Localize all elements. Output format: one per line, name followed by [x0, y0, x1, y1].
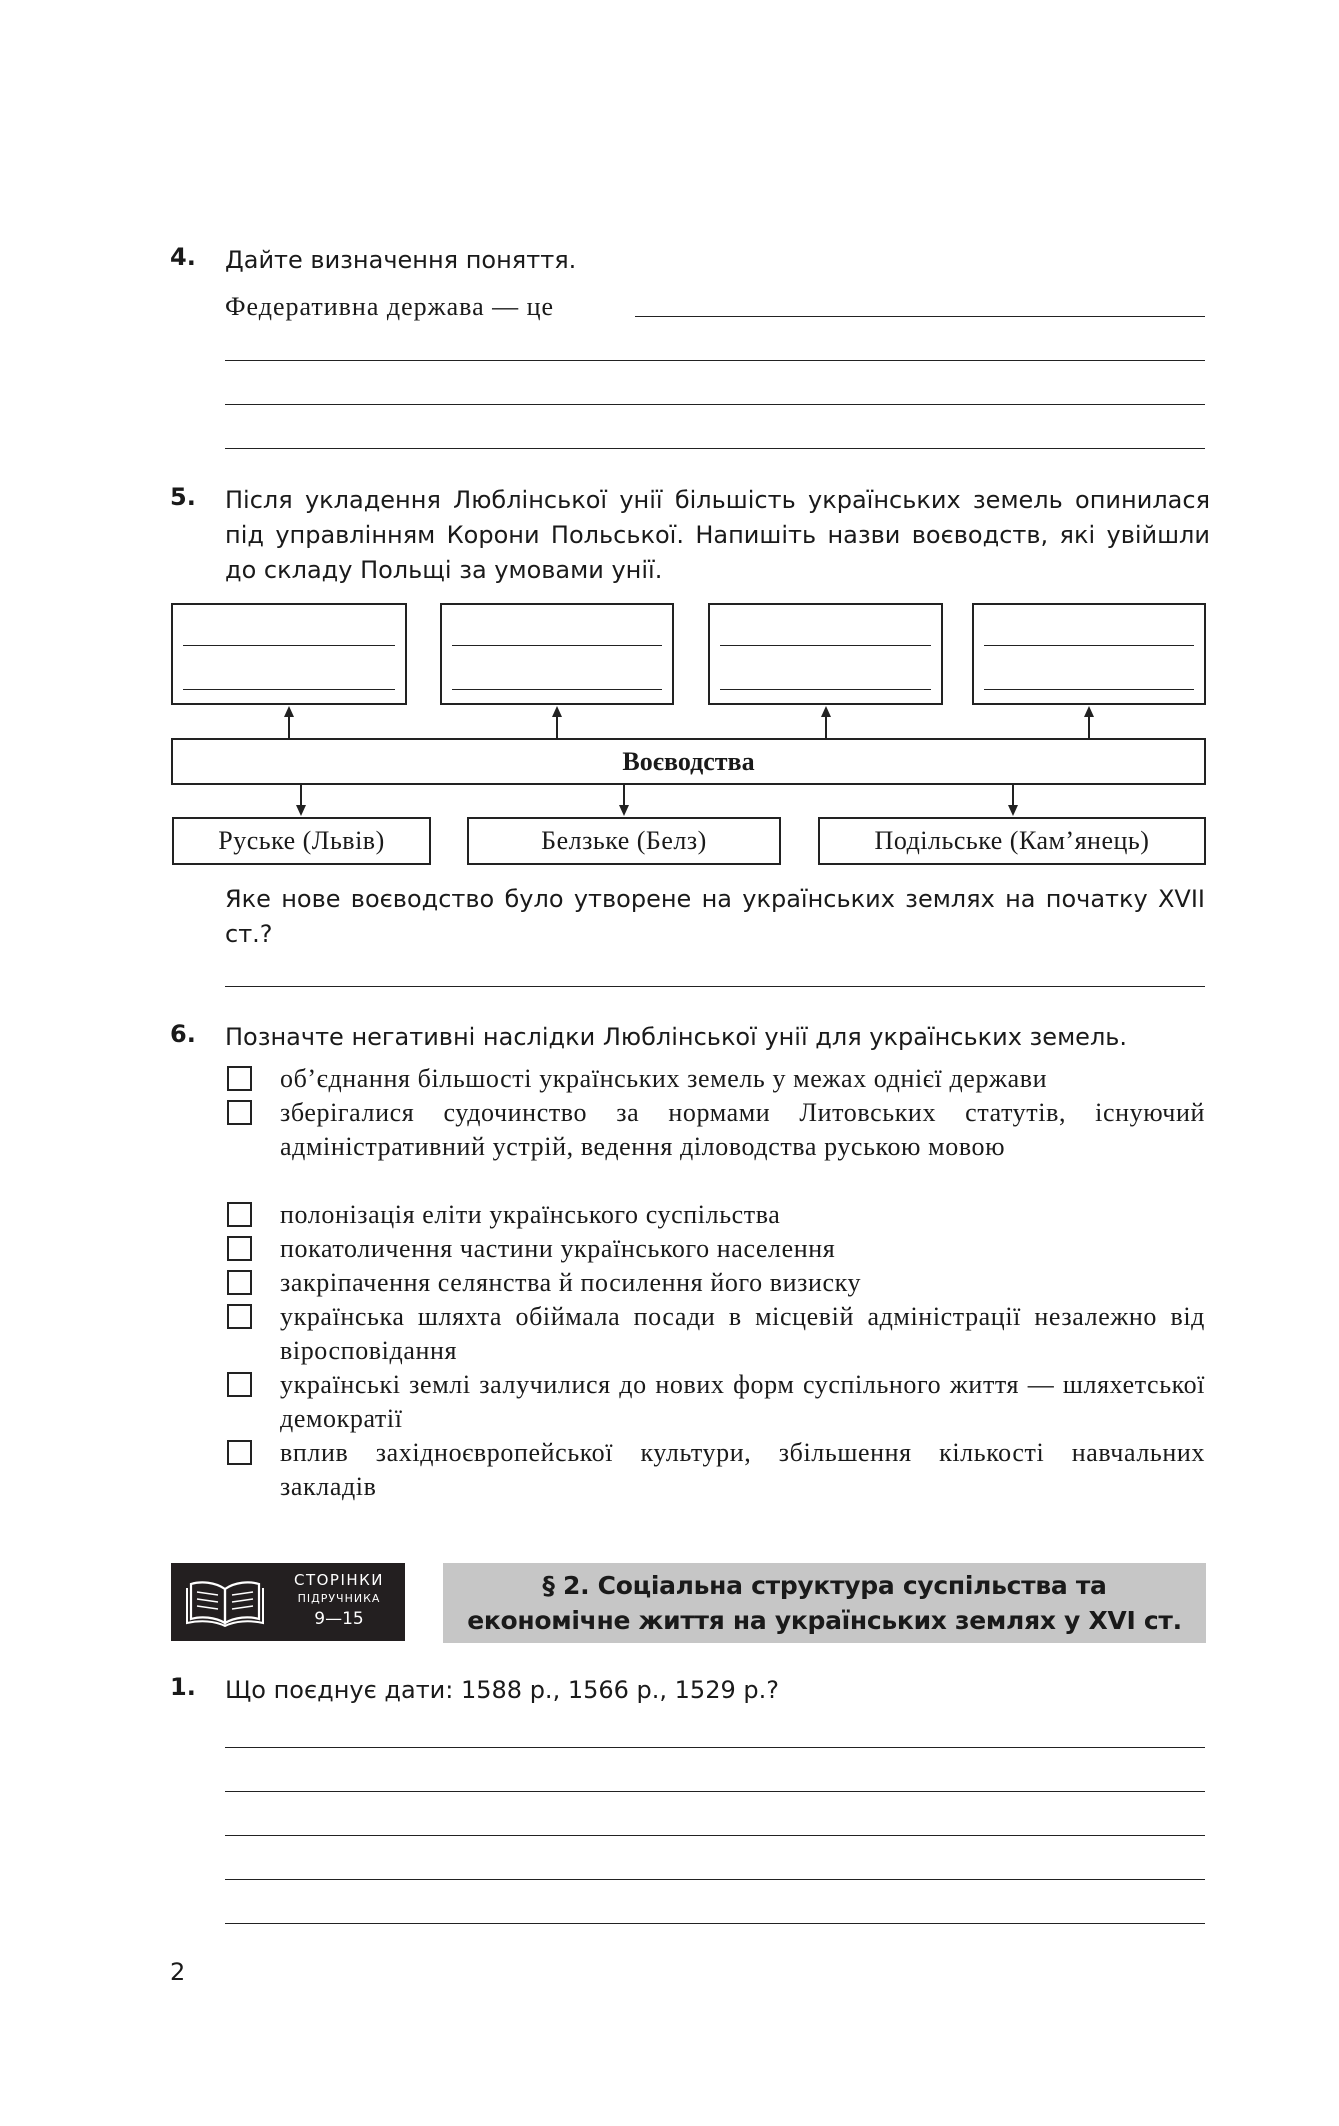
option-text: українська шляхта обіймала посади в місцевій адміністрації незалежно від віросповідання	[280, 1302, 1205, 1365]
badge-line2: ПІДРУЧНИКА	[297, 1592, 381, 1605]
option-checkbox[interactable]	[227, 1202, 252, 1227]
option-text: зберігалися судочинство за нормами Литовських статутів, існуючий адміністративний устрій, ведення діловодства руською мовою	[280, 1098, 1205, 1161]
answer-line[interactable]	[720, 689, 931, 690]
answer-line[interactable]	[635, 316, 1205, 317]
answer-line[interactable]	[225, 404, 1205, 405]
arrow-up-icon	[821, 706, 831, 717]
question-5-number: 5.	[170, 483, 196, 511]
arrow-up-icon	[1084, 706, 1094, 717]
page-number: 2	[170, 1958, 186, 1986]
question-6-prompt: Позначте негативні наслідки Люблінської унії для українських земель.	[225, 1023, 1128, 1051]
textbook-pages-badge	[171, 1563, 405, 1641]
answer-line[interactable]	[720, 645, 931, 646]
question-4-lead: Федеративна держава — це	[225, 292, 555, 321]
question-5-followup: Яке нове воєводство було утворене на українських землях на початку XVII ст.?	[225, 885, 1205, 948]
answer-line[interactable]	[225, 1923, 1205, 1924]
answer-line[interactable]	[183, 645, 395, 646]
option-text: об’єднання більшості українських земель у межах однієї держави	[280, 1064, 1048, 1093]
section-title-bar	[443, 1563, 1206, 1643]
answer-line[interactable]	[225, 1747, 1205, 1748]
arrow-down-line	[623, 785, 625, 805]
answer-line[interactable]	[452, 689, 662, 690]
answer-line[interactable]	[183, 689, 395, 690]
option-text: полонізація еліти українського суспільства	[280, 1200, 781, 1229]
answer-line[interactable]	[225, 1791, 1205, 1792]
question-4-number: 4.	[170, 243, 196, 271]
s2-question-1-number: 1.	[170, 1673, 196, 1701]
voivodeship-label: Руське (Львів)	[218, 826, 385, 855]
option-checkbox[interactable]	[227, 1304, 252, 1329]
option-text: закріпачення селянства й посилення його визиску	[280, 1268, 862, 1297]
arrow-up-icon	[284, 706, 294, 717]
arrow-down-icon	[619, 805, 629, 816]
option-checkbox[interactable]	[227, 1100, 252, 1125]
voivodeship-given-box	[467, 817, 781, 865]
option-checkbox[interactable]	[227, 1440, 252, 1465]
option-checkbox[interactable]	[227, 1270, 252, 1295]
question-5-text: Після укладення Люблінської унії більшість українських земель опинилася під управлінням Корони Польської. Напишіть назви воєводств, які увійшли до складу Польщі за умовами унії.	[225, 486, 1210, 584]
voivodeship-answer-box[interactable]	[972, 603, 1206, 705]
open-book-icon	[185, 1577, 265, 1627]
option-text: вплив західноєвропейської культури, збільшення кількості навчальних закладів	[280, 1438, 1205, 1501]
answer-line[interactable]	[225, 1835, 1205, 1836]
arrow-down-line	[1012, 785, 1014, 805]
answer-line[interactable]	[984, 645, 1194, 646]
voivodeships-center-box	[171, 738, 1206, 785]
arrow-down-icon	[296, 805, 306, 816]
answer-line[interactable]	[225, 1879, 1205, 1880]
s2-question-1-prompt: Що поєднує дати: 1588 р., 1566 р., 1529 р.?	[225, 1676, 779, 1704]
voivodeship-answer-box[interactable]	[708, 603, 943, 705]
arrow-down-icon	[1008, 805, 1018, 816]
answer-line[interactable]	[984, 689, 1194, 690]
voivodeship-label: Подільське (Кам’янець)	[874, 826, 1150, 855]
option-checkbox[interactable]	[227, 1066, 252, 1091]
badge-pages: 9—15	[314, 1609, 364, 1629]
answer-line[interactable]	[225, 448, 1205, 449]
badge-line1: СТОРІНКИ	[293, 1571, 385, 1589]
arrow-down-line	[300, 785, 302, 805]
option-text: українські землі залучилися до нових форм суспільного життя — шляхетської демократії	[280, 1370, 1205, 1433]
voivodeship-answer-box[interactable]	[171, 603, 407, 705]
section-title-line1: § 2. Соціальна структура суспільства та	[542, 1571, 1107, 1600]
section-title-line2: економічне життя на українських землях у XVI ст.	[467, 1606, 1182, 1635]
question-6-number: 6.	[170, 1020, 196, 1048]
answer-line[interactable]	[225, 986, 1205, 987]
center-label: Воєводства	[622, 746, 755, 776]
voivodeship-answer-box[interactable]	[440, 603, 674, 705]
answer-line[interactable]	[225, 360, 1205, 361]
voivodeship-given-box	[818, 817, 1206, 865]
option-text: покатоличення частини українського населення	[280, 1234, 836, 1263]
option-checkbox[interactable]	[227, 1372, 252, 1397]
arrow-up-icon	[552, 706, 562, 717]
option-checkbox[interactable]	[227, 1236, 252, 1261]
voivodeship-given-box	[172, 817, 431, 865]
question-4-prompt: Дайте визначення поняття.	[225, 246, 577, 274]
answer-line[interactable]	[452, 645, 662, 646]
voivodeship-label: Белзьке (Белз)	[541, 826, 707, 855]
